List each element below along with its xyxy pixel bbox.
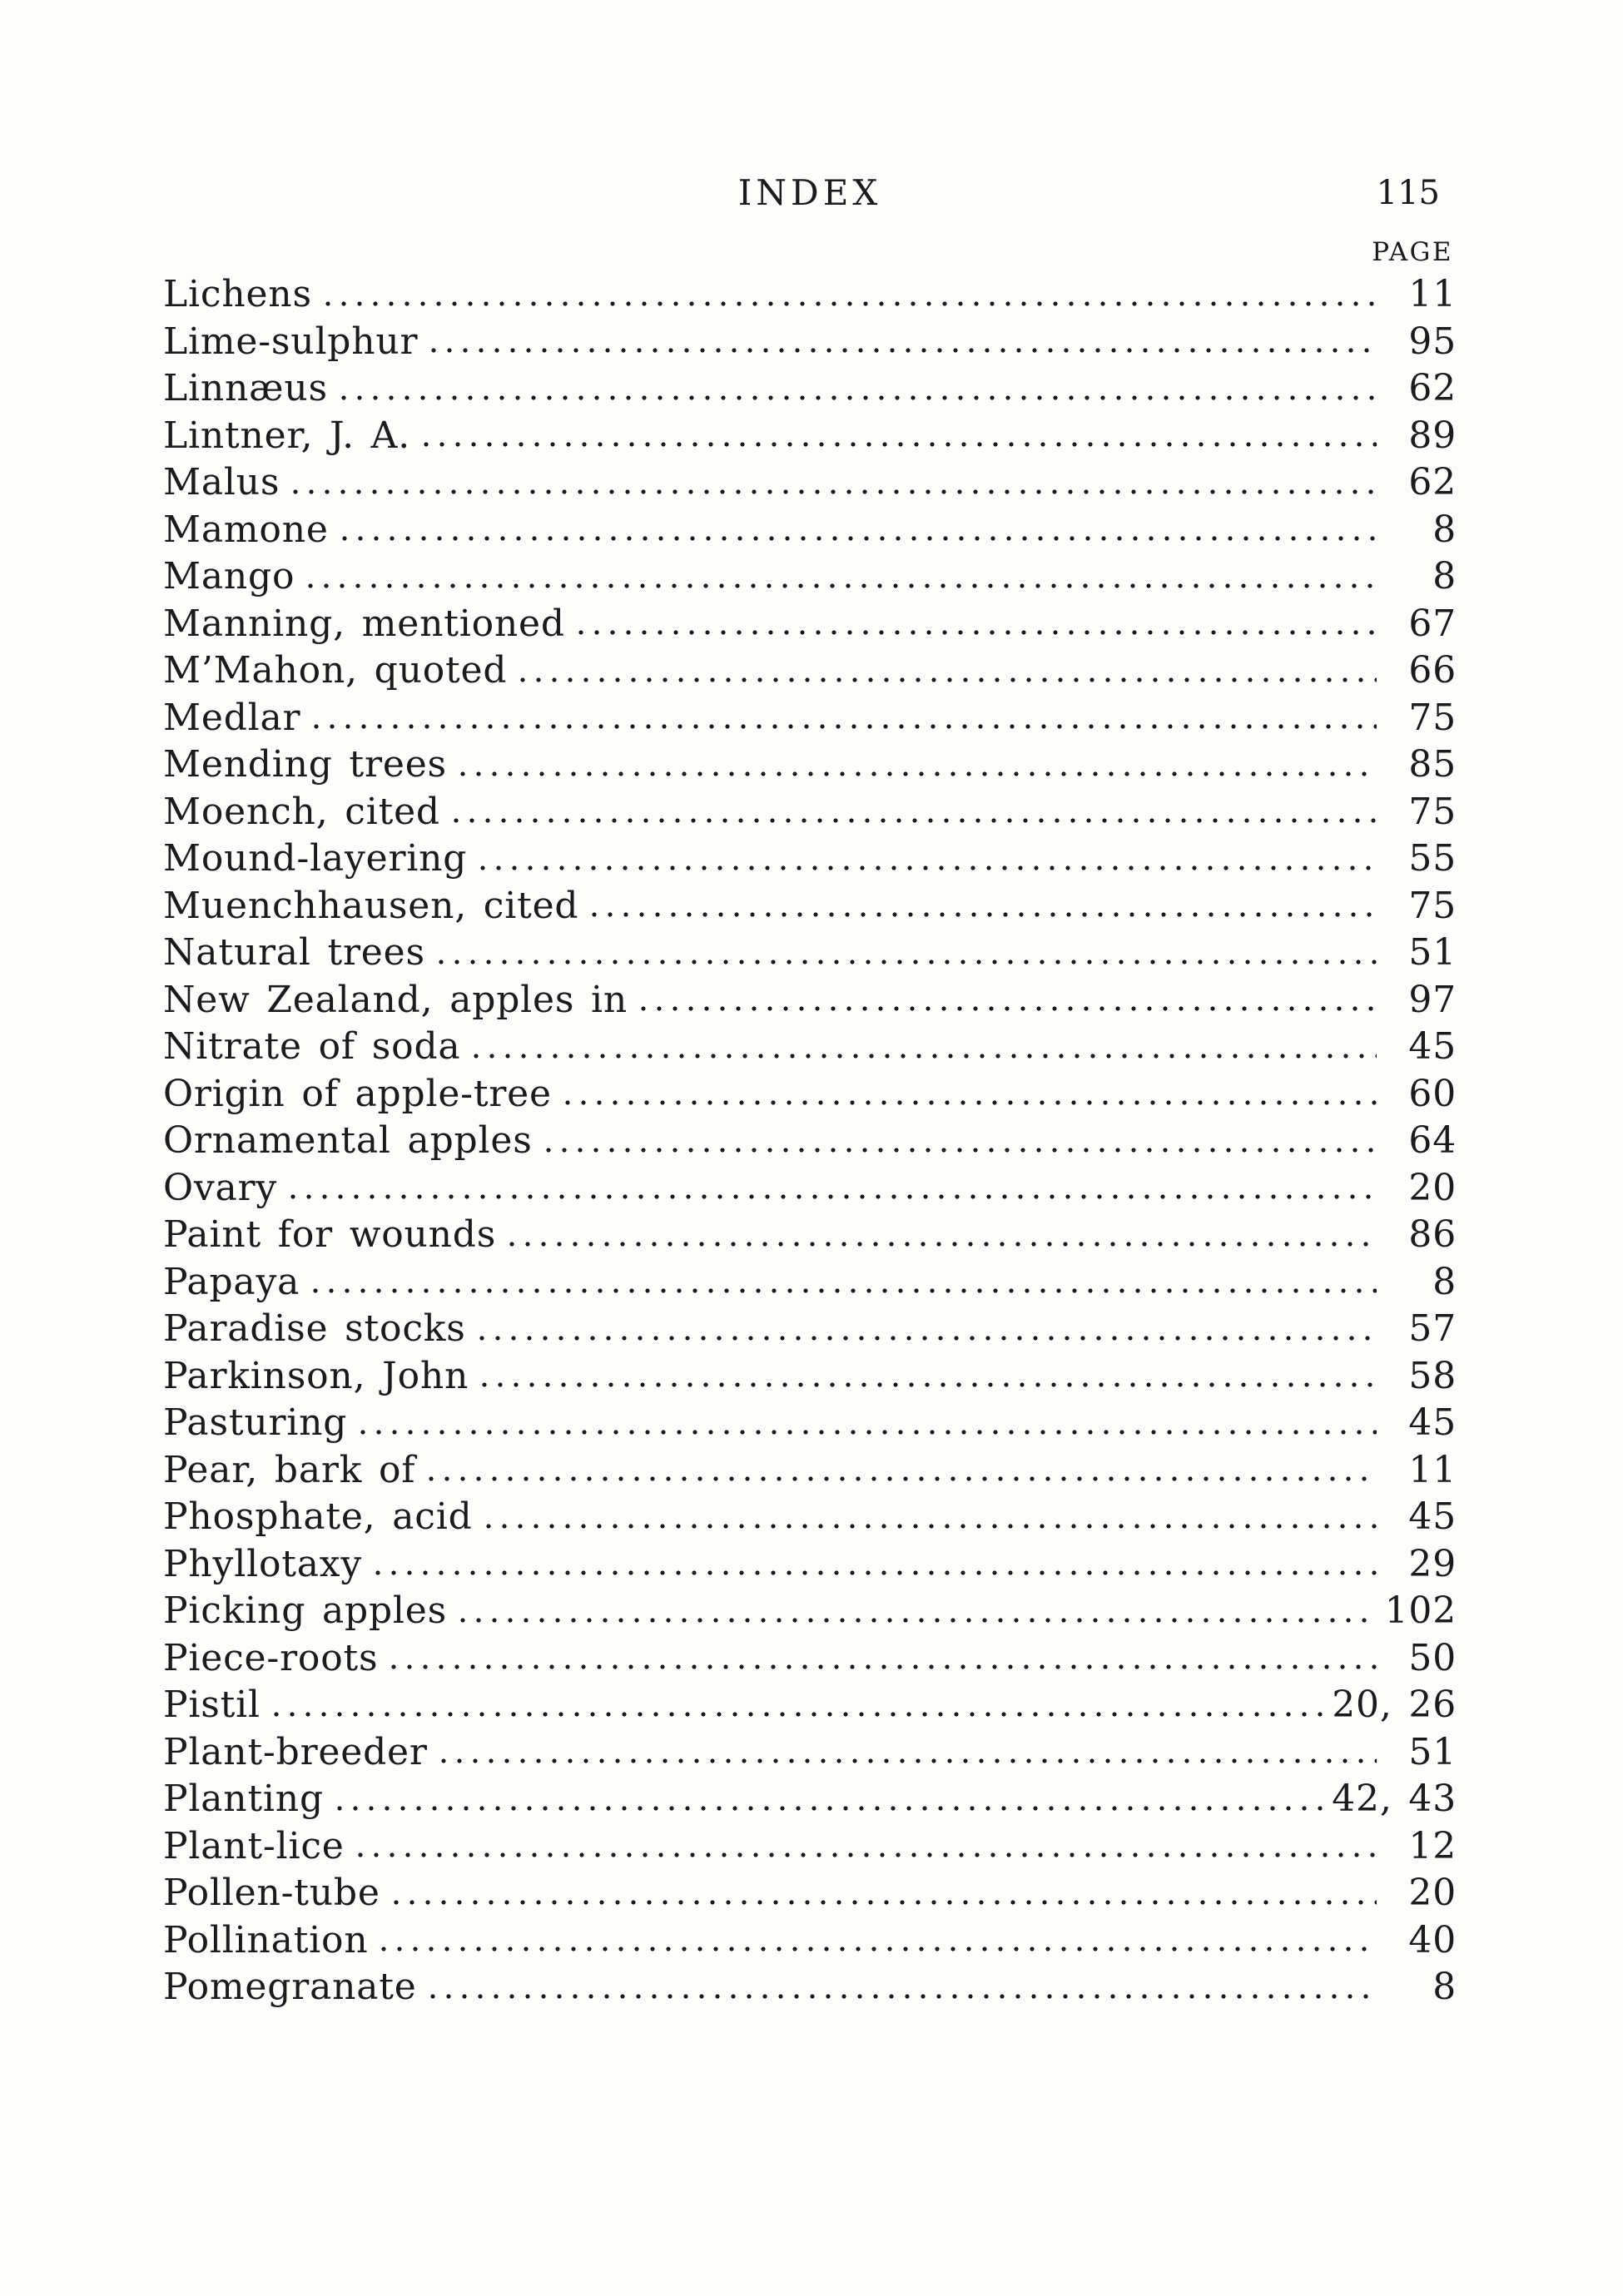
- entry-label: Ornamental apples: [163, 1119, 533, 1162]
- index-entry-row: [163, 319, 1457, 366]
- dot-leader: [439, 1729, 1377, 1777]
- index-entry-row: [163, 1447, 1457, 1495]
- entry-page: 64: [1408, 1119, 1457, 1162]
- dot-leader: [437, 930, 1377, 977]
- index-entry-row: [163, 1259, 1457, 1307]
- index-entry-row: [163, 1635, 1457, 1683]
- index-entry-row: [163, 553, 1457, 601]
- entry-label: Mending trees: [163, 743, 447, 786]
- dot-leader: [392, 1870, 1377, 1917]
- index-entry-row: [163, 1165, 1457, 1212]
- entry-label: Paint for wounds: [163, 1213, 497, 1256]
- entry-page: 75: [1408, 696, 1457, 739]
- entry-page: 102: [1384, 1589, 1457, 1632]
- dot-leader: [272, 1682, 1328, 1729]
- entry-label: Pasturing: [163, 1401, 348, 1444]
- entry-label: Pomegranate: [163, 1966, 417, 2008]
- dot-leader: [459, 741, 1377, 789]
- index-entry-row: [163, 1964, 1457, 2011]
- dot-leader: [312, 695, 1377, 742]
- entry-page: 20: [1408, 1166, 1457, 1209]
- entry-label: Pollen-tube: [163, 1872, 380, 1914]
- entry-label: Manning, mentioned: [163, 602, 565, 645]
- entry-page: 67: [1408, 602, 1457, 645]
- page-content: [163, 0, 1457, 2011]
- dot-leader: [480, 1353, 1377, 1401]
- index-entry-row: [163, 695, 1457, 742]
- index-entry-row: [163, 507, 1457, 554]
- dot-leader: [452, 789, 1377, 836]
- page-column-label: PAGE: [1372, 237, 1453, 267]
- entry-label: Mound-layering: [163, 837, 468, 880]
- index-entry-row: [163, 1494, 1457, 1541]
- index-entry-row: [163, 1682, 1457, 1729]
- entry-page: 85: [1408, 743, 1457, 786]
- dot-leader: [380, 1917, 1377, 1965]
- dot-leader: [422, 413, 1377, 460]
- entry-page: 20: [1408, 1872, 1457, 1914]
- index-entry-row: [163, 1917, 1457, 1965]
- entry-label: Linnæus: [163, 367, 328, 409]
- entry-label: Picking apples: [163, 1589, 448, 1632]
- index-entry-row: [163, 413, 1457, 460]
- dot-leader: [479, 836, 1377, 883]
- entry-label: Moench, cited: [163, 790, 440, 833]
- entry-label: Plant-breeder: [163, 1730, 428, 1773]
- page-header: [163, 171, 1457, 215]
- dot-leader: [472, 1024, 1377, 1071]
- dot-leader: [291, 459, 1377, 507]
- dot-leader: [374, 1541, 1377, 1589]
- entry-page: 51: [1408, 1730, 1457, 1773]
- index-entry-row: [163, 459, 1457, 507]
- dot-leader: [429, 1964, 1377, 2011]
- entry-label: Pollination: [163, 1918, 369, 1961]
- index-entry-row: [163, 1212, 1457, 1259]
- entry-page: 45: [1408, 1025, 1457, 1068]
- dot-leader: [478, 1306, 1377, 1353]
- dot-leader: [359, 1400, 1377, 1447]
- dot-leader: [639, 977, 1377, 1024]
- entry-page: 12: [1408, 1824, 1457, 1867]
- entry-label: New Zealand, apples in: [163, 978, 628, 1021]
- page-number: 115: [1376, 174, 1440, 212]
- dot-leader: [335, 1776, 1328, 1823]
- dot-leader: [577, 601, 1377, 648]
- entry-label: Papaya: [163, 1260, 300, 1303]
- index-entry-row: [163, 647, 1457, 695]
- entry-page: 50: [1408, 1636, 1457, 1679]
- entry-page: 8: [1432, 508, 1457, 551]
- index-entry-row: [163, 1353, 1457, 1401]
- entry-page: 62: [1408, 367, 1457, 409]
- entry-page: 60: [1408, 1072, 1457, 1115]
- entry-page: 45: [1408, 1495, 1457, 1538]
- entry-label: Mamone: [163, 508, 329, 551]
- dot-leader: [340, 507, 1377, 554]
- entry-label: Natural trees: [163, 931, 425, 974]
- index-entry-row: [163, 883, 1457, 930]
- entry-label: Lichens: [163, 273, 312, 315]
- entry-page: 8: [1432, 555, 1457, 598]
- index-entry-row: [163, 1823, 1457, 1871]
- entry-page: 57: [1408, 1307, 1457, 1350]
- page-title: INDEX: [737, 172, 882, 213]
- entry-label: Ovary: [163, 1166, 278, 1209]
- entry-page: 11: [1408, 273, 1457, 315]
- index-entry-row: [163, 1306, 1457, 1353]
- dot-leader: [289, 1165, 1377, 1212]
- entry-page: 95: [1408, 320, 1457, 363]
- entry-page: 40: [1408, 1918, 1457, 1961]
- dot-leader: [390, 1635, 1377, 1683]
- index-entry-row: [163, 1729, 1457, 1777]
- entry-label: Medlar: [163, 696, 301, 739]
- entry-page: 58: [1408, 1354, 1457, 1397]
- dot-leader: [519, 647, 1377, 695]
- entry-label: Malus: [163, 461, 280, 503]
- entry-page: 51: [1408, 931, 1457, 974]
- index-entry-row: [163, 836, 1457, 883]
- dot-leader: [427, 1447, 1377, 1495]
- entry-page: 66: [1408, 649, 1457, 692]
- entry-label: Mango: [163, 555, 295, 598]
- index-entry-row: [163, 601, 1457, 648]
- entry-label: M’Mahon, quoted: [163, 649, 508, 692]
- entry-label: Muenchhausen, cited: [163, 884, 579, 927]
- dot-leader: [429, 319, 1377, 366]
- entry-page: 45: [1408, 1401, 1457, 1444]
- index-entry-row: [163, 930, 1457, 977]
- entry-label: Lintner, J. A.: [163, 414, 411, 457]
- dot-leader: [306, 553, 1377, 601]
- dot-leader: [340, 365, 1377, 413]
- dot-leader: [590, 883, 1377, 930]
- entry-page: 62: [1408, 461, 1457, 503]
- dot-leader: [544, 1118, 1377, 1165]
- entry-page: 97: [1408, 978, 1457, 1021]
- entry-label: Phosphate, acid: [163, 1495, 473, 1538]
- index-entry-row: [163, 1588, 1457, 1635]
- entry-page: 75: [1408, 884, 1457, 927]
- dot-leader: [324, 271, 1377, 319]
- index-entry-row: [163, 789, 1457, 836]
- entry-label: Phyllotaxy: [163, 1542, 363, 1585]
- entry-label: Plant-lice: [163, 1824, 345, 1867]
- index-entry-row: [163, 977, 1457, 1024]
- entry-label: Piece-roots: [163, 1636, 379, 1679]
- index-entry-row: [163, 271, 1457, 319]
- entry-page: 29: [1408, 1542, 1457, 1585]
- entry-label: Planting: [163, 1778, 324, 1820]
- index-entry-row: [163, 1776, 1457, 1823]
- index-entry-row: [163, 1118, 1457, 1165]
- index-entry-row: [163, 1400, 1457, 1447]
- index-entry-row: [163, 1024, 1457, 1071]
- dot-leader: [356, 1823, 1377, 1871]
- dot-leader: [563, 1071, 1377, 1118]
- entry-label: Lime-sulphur: [163, 320, 419, 363]
- dot-leader: [311, 1259, 1377, 1307]
- index-entry-row: [163, 1071, 1457, 1118]
- entry-label: Origin of apple-tree: [163, 1072, 552, 1115]
- entry-page: 86: [1408, 1213, 1457, 1256]
- dot-leader: [508, 1212, 1377, 1259]
- index-entry-row: [163, 365, 1457, 413]
- entry-label: Pear, bark of: [163, 1448, 416, 1491]
- dot-leader: [459, 1588, 1377, 1635]
- entry-label: Paradise stocks: [163, 1307, 466, 1350]
- entry-page: 8: [1432, 1260, 1457, 1303]
- index-entry-row: [163, 741, 1457, 789]
- index-entry-row: [163, 1541, 1457, 1589]
- entry-label: Pistil: [163, 1684, 261, 1726]
- entry-page: 42, 43: [1332, 1778, 1457, 1820]
- index-entry-row: [163, 1870, 1457, 1917]
- entry-page: 75: [1408, 790, 1457, 833]
- entry-page: 55: [1408, 837, 1457, 880]
- entry-page: 20, 26: [1332, 1684, 1457, 1726]
- index-list: [163, 271, 1457, 2011]
- dot-leader: [484, 1494, 1377, 1541]
- entry-page: 11: [1408, 1448, 1457, 1491]
- entry-page: 89: [1408, 414, 1457, 457]
- entry-page: 8: [1432, 1966, 1457, 2008]
- entry-label: Parkinson, John: [163, 1354, 469, 1397]
- entry-label: Nitrate of soda: [163, 1025, 461, 1068]
